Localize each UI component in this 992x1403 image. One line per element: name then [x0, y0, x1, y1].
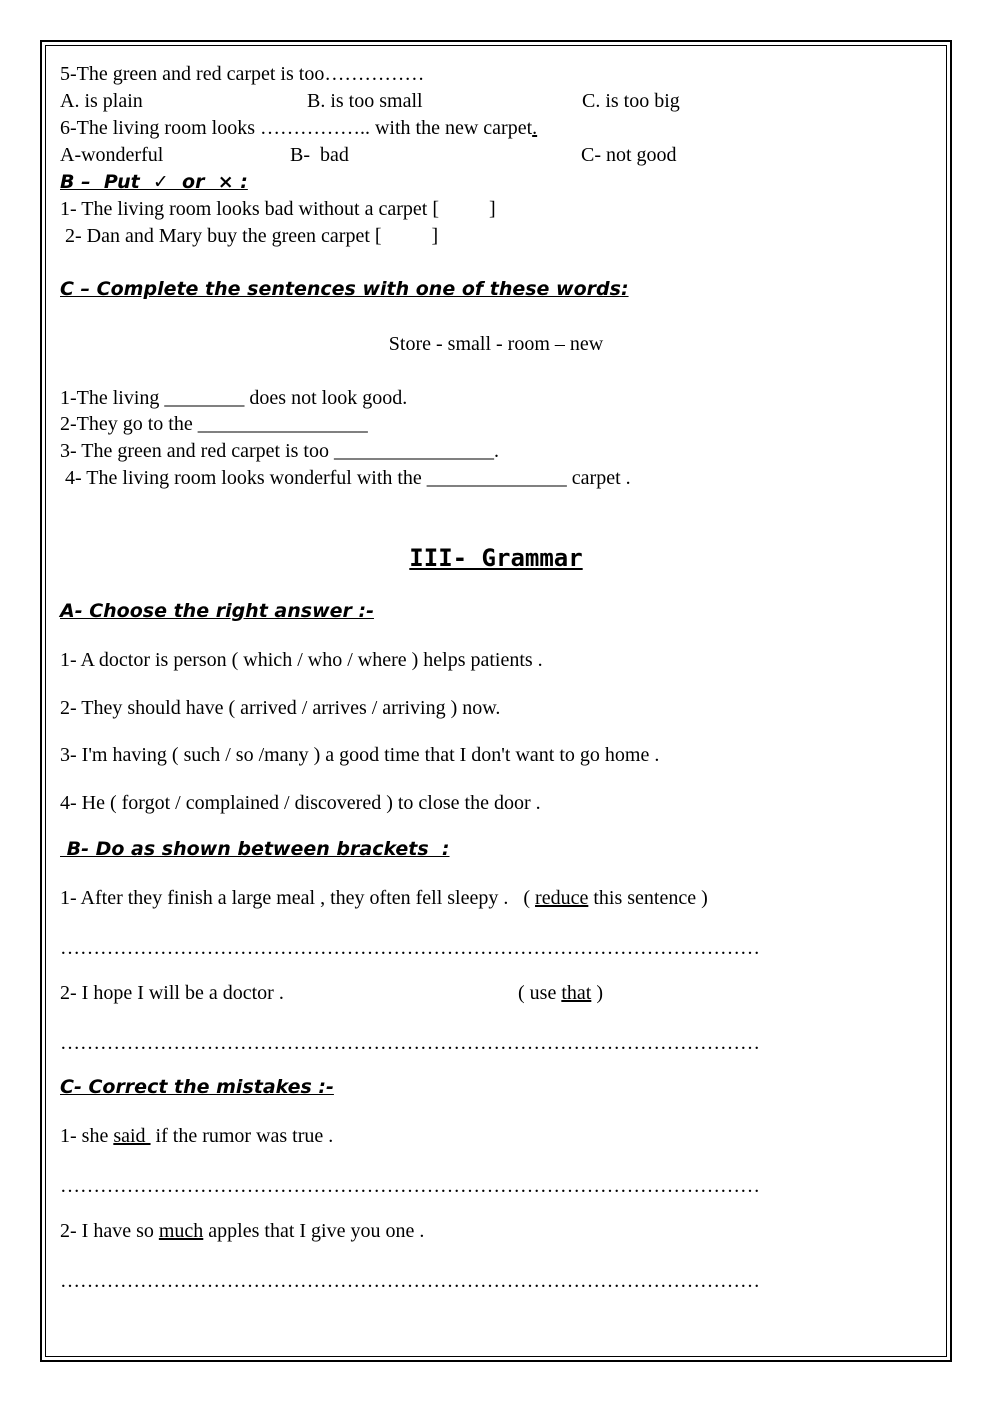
section-b-item-1-close: ]: [489, 198, 496, 220]
grammar-c-q1: [60, 1124, 333, 1148]
answer-line-1[interactable]: ……………………………………………………………………………………………: [60, 937, 760, 959]
section-c-heading: C – Complete the sentences with one of these words:: [60, 278, 629, 300]
grammar-c-q2-post: apples that I give you one .: [203, 1220, 425, 1242]
grammar-title: III- Grammar: [409, 544, 583, 572]
q5-option-a: A. is plain: [60, 90, 143, 112]
grammar-b-heading: B- Do as shown between brackets :: [60, 838, 450, 860]
word-bank: Store - small - room – new: [388, 333, 604, 355]
question-5: 5-The green and red carpet is too……………: [60, 63, 425, 85]
grammar-c-q1-post: if the rumor was true .: [150, 1125, 334, 1147]
grammar-c-q2-pre: 2- I have so: [60, 1220, 159, 1242]
q6-option-a: A-wonderful: [60, 144, 164, 166]
section-b-item-2: [60, 224, 438, 248]
grammar-b-q1-text: 1- After they finish a large meal , they often fell sleepy . (: [60, 887, 536, 909]
section-c-item-4: 4- The living room looks wonderful with the ______________ carpet .: [60, 467, 631, 489]
grammar-a-item-4: 4- He ( forgot / complained / discovered ) to close the door .: [60, 792, 541, 814]
question-6-text: 6-The living room looks …………….. with the new carpet: [60, 117, 533, 139]
grammar-a-heading: A- Choose the right answer :-: [60, 600, 374, 622]
q6-option-c: C- not good: [581, 144, 677, 166]
section-c-item-1: 1-The living ________ does not look good.: [60, 387, 408, 409]
section-c-item-3: 3- The green and red carpet is too ________________.: [60, 440, 499, 462]
question-6: [60, 116, 537, 140]
grammar-a-item-1: 1- A doctor is person ( which / who / where ) helps patients .: [60, 649, 543, 671]
q5-option-c: C. is too big: [582, 90, 680, 112]
answer-line-4[interactable]: ……………………………………………………………………………………………: [60, 1270, 760, 1292]
q6-option-b: B- bad: [290, 144, 349, 166]
grammar-a-item-2: 2- They should have ( arrived / arrives / arriving ) now.: [60, 697, 501, 719]
section-b-heading: B – Put ✓ or × :: [60, 171, 248, 193]
section-b-item-1-text: 1- The living room looks bad without a carpet [: [60, 198, 439, 220]
grammar-c-q1-keyword: said: [113, 1125, 151, 1147]
grammar-b-q2-instruction: [518, 981, 603, 1005]
grammar-c-q2-keyword: much: [158, 1220, 204, 1242]
grammar-b-q2-instruction-post: ): [591, 982, 603, 1004]
section-c-item-2: 2-They go to the _________________: [60, 413, 368, 435]
answer-line-2[interactable]: ……………………………………………………………………………………………: [60, 1032, 760, 1054]
grammar-b-q2-instruction-pre: ( use: [518, 982, 562, 1004]
grammar-c-heading: C- Correct the mistakes :-: [60, 1076, 334, 1098]
question-6-end: .: [532, 117, 538, 139]
grammar-b-q1: [60, 886, 708, 910]
section-b-item-1: [60, 197, 496, 221]
grammar-c-q1-pre: 1- she: [60, 1125, 114, 1147]
grammar-b-q1-tail: this sentence ): [588, 887, 708, 909]
grammar-b-q2: 2- I hope I will be a doctor .: [60, 982, 284, 1004]
grammar-c-q2: [60, 1219, 424, 1243]
q5-option-b: B. is too small: [307, 90, 423, 112]
section-b-item-2-close: ]: [431, 225, 439, 247]
answer-line-3[interactable]: ……………………………………………………………………………………………: [60, 1175, 760, 1197]
grammar-a-item-3: 3- I'm having ( such / so /many ) a good time that I don't want to go home .: [60, 744, 660, 766]
grammar-b-q2-keyword: that: [561, 982, 592, 1004]
section-b-item-2-text: 2- Dan and Mary buy the green carpet [: [60, 225, 382, 247]
grammar-b-q1-keyword: reduce: [535, 887, 589, 909]
